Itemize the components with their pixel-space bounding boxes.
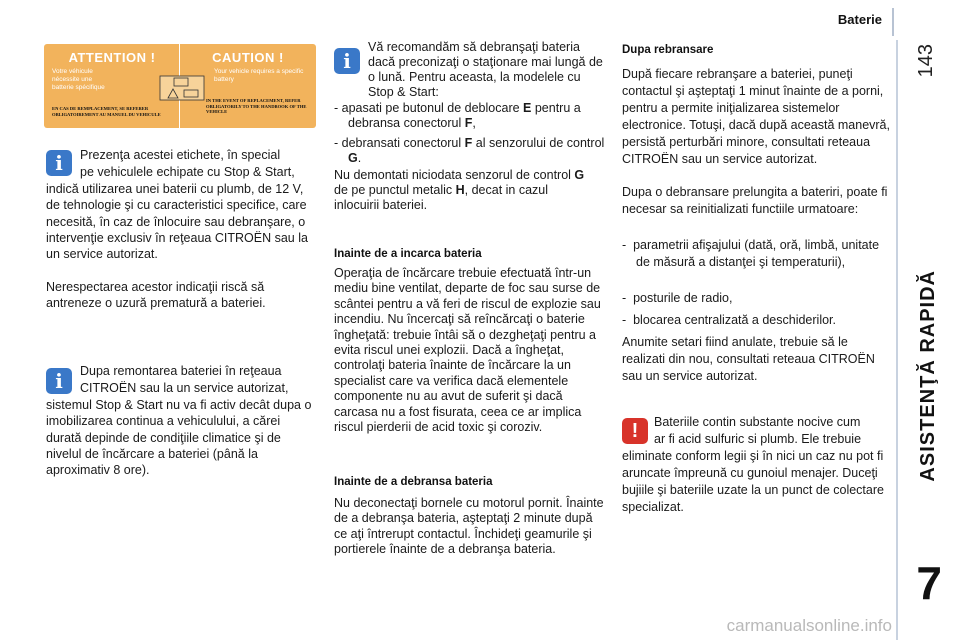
col3-list-item-2: - posturile de radio,	[622, 291, 733, 305]
sidebar-divider	[896, 40, 898, 640]
col1-p2-line1: Dupa remontarea bateriei în reţeaua	[80, 364, 282, 378]
col2-heading-charge: Inainte de a incarca bateria	[334, 248, 482, 260]
header-divider	[892, 8, 894, 36]
col2-paragraph-disconnect: Nu deconectaţi bornele cu motorul pornit. Înainte de a debranşa bateria, aşteptaţi 2 minute după ce aţi întrerupt contactul. Închideţi geamurile şi portierele înainte de a debranşa bateria.	[334, 496, 604, 557]
warning-icon: !	[622, 418, 648, 444]
col3-list-item-3: - blocarea centralizată a deschiderilor.	[622, 313, 837, 327]
page-title: Baterie	[837, 12, 882, 27]
col1-paragraph-1-tail: Nerespectarea acestor indicaţii riscă să antreneze o uzură prematură a bateriei.	[46, 280, 266, 311]
info-icon: i	[46, 150, 72, 176]
col3-paragraph-reconnect: După fiecare rebranşare a bateriei, puneţi contactul şi aşteptaţi 1 minut înainte de a porni, pentru a permite iniţializarea sistemelor electronice. Totuşi, dacă după această manevră, persistă perturbări minore, consultati reteaua CITROËN sau un service autorizat.	[622, 67, 890, 166]
label-left-heading: ATTENTION !	[68, 50, 156, 65]
col2-paragraph-charge: Operaţia de încărcare trebuie efectuată într-un mediu bine ventilat, departe de foc sau surse de scântei pentru a vă feri de riscul de explozie sau incendiu. Nu încercaţi să reîncărcaţi o baterie îngheţată: trebuie întâi să o dezgheţaţi pentru a evita riscul unei explozii. Dacă a îngheţat, controlaţi bateria înainte de încărcare la un specialist care va verifica dacă elementele componente nu au avut de suferit şi dacă carcasa nu a fost fisurata, ceea ce ar implica riscul pierderii de acid toxic şi coroziv.	[334, 266, 601, 435]
col1-paragraph-1: indică utilizarea unei baterii cu plumb, de 12 V, de tehnologie şi cu caracteristici specifice, care necesită, în caz de înlocuire sau debranşare, o intervenţie exclusiv în reţeaua CITROËN sau la un service autorizat.	[46, 182, 308, 262]
col2-paragraph-sensor: Nu demontati niciodata senzorul de control G de pe punctul metalic H, decat in cazul inlocuirii bateriei.	[334, 168, 585, 212]
col1-p1-line1: Prezenţa acestei etichete, în special	[80, 148, 281, 162]
col2-heading-disconnect: Inainte de a debransa bateria	[334, 476, 493, 488]
col3-warning-line2: ar fi acid sulfuric si plumb. Ele trebuie	[654, 432, 862, 446]
section-title: ASISTENŢĂ RAPIDĂ	[917, 270, 939, 482]
chapter-number: 7	[916, 557, 942, 609]
label-right-heading: CAUTION !	[212, 50, 284, 65]
label-right-small: IN THE EVENT OF REPLACEMENT, REFER OBLIGATORILY TO THE HANDBOOK OF THE VEHICLE	[206, 98, 307, 114]
battery-warning-icon	[158, 74, 206, 102]
battery-caution-label	[44, 44, 316, 128]
col1-p1-line2: pe vehiculele echipate cu Stop & Start,	[80, 165, 295, 179]
col2-list-item-2: - debransati conectorul F al senzorului de control G.	[334, 136, 605, 165]
col2-list-item-1: - apasati pe butonul de deblocare E pentru a debransa conectorul F,	[334, 101, 581, 130]
label-right-subtext: Your vehicle requires a specific battery	[214, 68, 304, 83]
watermark: carmanualsonline.info	[726, 616, 892, 635]
col3-warning-paragraph: eliminate conform legii şi în nici un caz nu pot fi aruncate împreună cu gunoiul menajer. Duceţi bujiile şi bateriile uzate la un punct de colectare specializat.	[622, 449, 884, 514]
label-left-subtext: Votre véhicule nécessite une batterie spécifique	[52, 68, 105, 91]
col3-warning-line1: Bateriile contin substante nocive cum	[654, 415, 861, 429]
col3-heading-reconnect: Dupa rebransare	[622, 44, 714, 56]
info-icon: i	[46, 368, 72, 394]
col3-paragraph-settings: Anumite setari fiind anulate, trebuie să le realizati din nou, consultati reteaua CITROËN sau un service autorizat.	[622, 335, 875, 383]
col1-p2-line2: CITROËN sau la un service autorizat,	[80, 381, 289, 395]
info-icon: i	[334, 48, 360, 74]
col1-paragraph-2: sistemul Stop & Start nu va fi activ decât dupa o imobilizarea continua a vehiculului, a cărei durată depinde de condiţiile climatice şi de nivelul de încărcare a bateriei (până la aproximativ 8 ore).	[46, 398, 312, 478]
col3-list-item-1: - parametrii afişajului (dată, oră, limbă, unitate de măsură a distanţei şi temperaturii),	[622, 238, 880, 269]
label-left-small: EN CAS DE REMPLACEMENT, SE REFERER OBLIGATOIREMENT AU MANUEL DU VEHICULE	[52, 106, 161, 117]
col2-intro: Vă recomandăm să debranşaţi bateria dacă preconizaţi o staţionare mai lungă de o lună. Pentru aceasta, la modelele cu Stop & Start:	[368, 40, 603, 99]
col3-paragraph-reinit: Dupa o debransare prelungita a bateriri, poate fi necesar sa reinitializati functiile urmatoare:	[622, 185, 888, 216]
page-number: 143	[915, 44, 937, 78]
